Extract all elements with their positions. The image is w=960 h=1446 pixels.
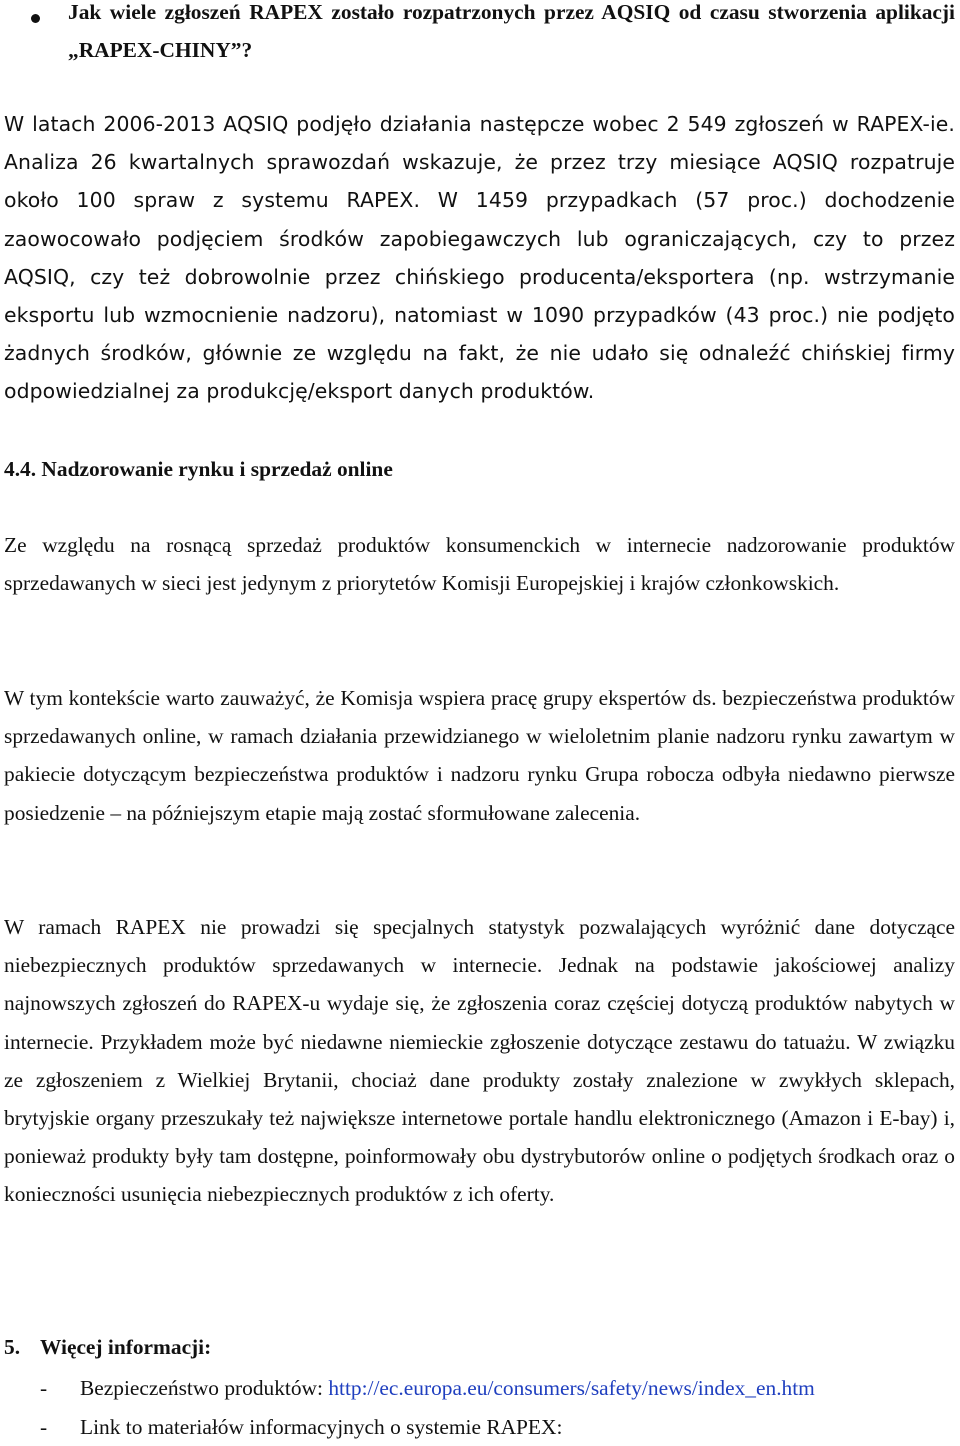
section-number: 5. — [4, 1335, 21, 1359]
section-heading: 4.4. Nadzorowanie rynku i sprzedaż online — [4, 457, 393, 481]
item-label: Bezpieczeństwo produktów: — [80, 1376, 329, 1400]
bullet-dot-icon — [31, 14, 40, 23]
paragraph-aqsiq-statistics: W latach 2006-2013 AQSIQ podjęło działania następcze wobec 2 549 zgłoszeń w RAPEX-ie. Analiza 26 kwartalnych sprawozdań wskazuje, że przez trzy miesiące AQSIQ rozpatruje około 100 spraw z systemu RAPEX. W 1459 przypadkach (57 proc.) dochodzenie zaowocowało podjęciem środków zapobiegawczych lub ograniczających, czy to przez AQSIQ, czy też dobrowolnie przez chińskiego producenta/eksportera (np. wstrzymanie eksportu lub wzmocnienie nadzoru), natomiast w 1090 przypadków (43 proc.) nie podjęto żadnych środków, głównie ze względu na fakt, że nie udało się odnaleźć chińskiej firmy odpowiedzialnej za produkcję/eksport danych produktów. — [4, 112, 955, 404]
item-label: Link to materiałów informacyjnych o systemie RAPEX: — [80, 1415, 563, 1439]
dash-marker: - — [40, 1415, 48, 1439]
paragraph-rapex-statistics: W ramach RAPEX nie prowadzi się specjalnych statystyk pozwalających wyróżnić dane dotyczące niebezpiecznych produktów sprzedawanych w internecie. Jednak na podstawie jakościowej analizy najnowszych zgłoszeń do RAPEX-u wydaje się, że zgłoszenia coraz częściej dotyczą produktów nabytych w internecie. Przykładem może być niedawne niemieckie zgłoszenie dotyczące zestawu do tatuażu. W związku ze zgłoszeniem z Wielkiej Brytanii, chociaż dane produkty zostały znalezione w zwykłych sklepach, brytyjskie organy przeszukały też największe internetowe portale handlu elektronicznego (Amazon i E-bay) i, ponieważ produkty były tam dostępne, poinformowały obu dystrybutorów online o podjętych środkach oraz o konieczności usunięcia niebezpiecznych produktów z ich oferty. — [4, 915, 955, 1207]
product-safety-link[interactable]: http://ec.europa.eu/consumers/safety/news/index_en.htm — [328, 1376, 815, 1400]
dash-marker: - — [40, 1376, 48, 1400]
question-text: Jak wiele zgłoszeń RAPEX zostało rozpatrzonych przez AQSIQ od czasu stworzenia aplikacji „RAPEX-CHINY”? — [68, 0, 955, 63]
paragraph-online-sales: Ze względu na rosnącą sprzedaż produktów konsumenckich w internecie nadzorowanie produktów sprzedawanych w sieci jest jedynym z priorytetów Komisji Europejskiej i krajów członkowskich. — [4, 533, 955, 596]
paragraph-expert-group: W tym kontekście warto zauważyć, że Komisja wspiera pracę grupy ekspertów ds. bezpieczeństwa produktów sprzedawanych online, w ramach działania przewidzianego w wieloletnim planie nadzoru rynku zawartym w pakiecie dotyczącym bezpieczeństwa produktów i nadzoru rynku Grupa robocza odbyła niedawno pierwsze posiedzenie – na późniejszym etapie mają zostać sformułowane zalecenia. — [4, 686, 955, 825]
section-title: Więcej informacji: — [40, 1335, 212, 1359]
